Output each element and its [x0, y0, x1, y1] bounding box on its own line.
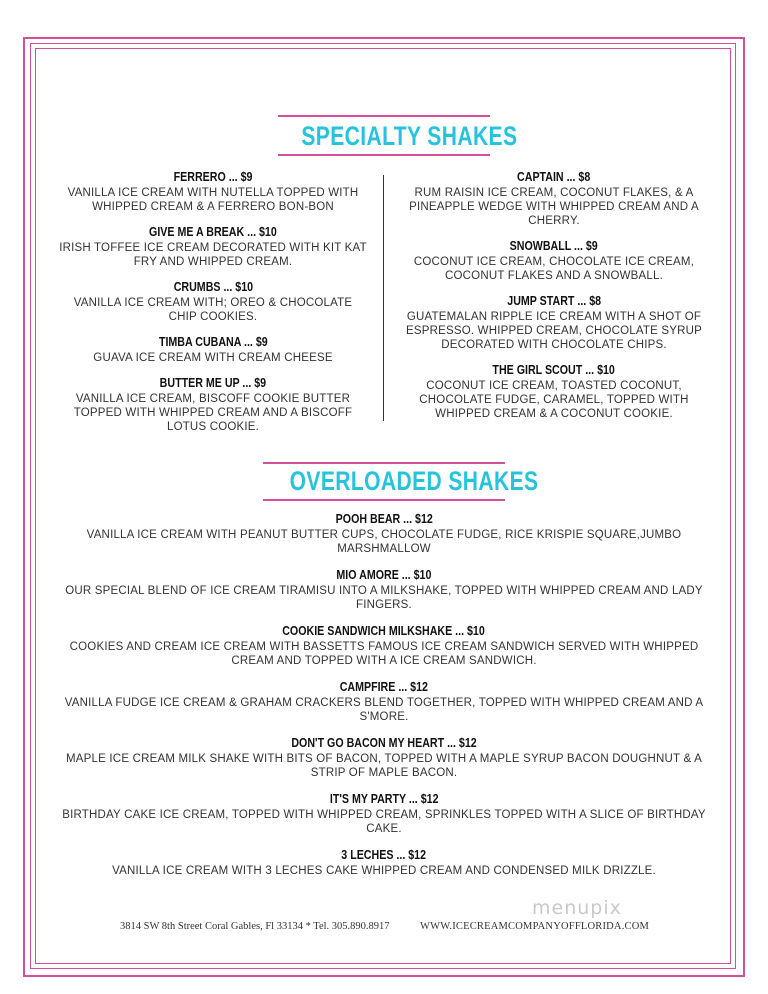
menu-item-description: VANILLA ICE CREAM WITH 3 LECHES CAKE WHIPPED CREAM AND CONDENSED MILK DRIZZLE. [112, 865, 656, 877]
menu-item [58, 333, 368, 365]
menu-item [60, 566, 708, 612]
menu-item-description: VANILLA ICE CREAM WITH PEANUT BUTTER CUPS, CHOCOLATE FUDGE, RICE KRISPIE SQUARE,JUMBO MARSHMALLOW [86, 529, 682, 555]
menu-item-description: RUM RAISIN ICE CREAM, COCONUT FLAKES, & A PINEAPPLE WEDGE WITH WHIPPED CREAM AND A CHERRY. [409, 187, 699, 227]
specialty-shakes-heading: SPECIALTY SHAKES [301, 121, 518, 151]
menu-item-description: VANILLA ICE CREAM, BISCOFF COOKIE BUTTER TOPPED WITH WHIPPED CREAM AND A BISCOFF LOTUS COOKIE. [73, 393, 353, 433]
menu-item-description: VANILLA ICE CREAM WITH; OREO & CHOCOLATE CHIP COOKIES. [73, 297, 353, 323]
menu-item-description: COCONUT ICE CREAM, CHOCOLATE ICE CREAM, COCONUT FLAKES AND A SNOWBALL. [413, 256, 695, 282]
column-divider [383, 175, 384, 421]
menu-item [400, 168, 708, 228]
menu-item [60, 510, 708, 556]
menu-item [400, 361, 708, 421]
menu-item-description: COCONUT ICE CREAM, TOASTED COCONUT, CHOCOLATE FUDGE, CARAMEL, TOPPED WITH WHIPPED CREAM & A COCONUT COOKIE. [419, 380, 689, 420]
menu-item [58, 374, 368, 434]
menu-item-title: COOKIE SANDWICH MILKSHAKE ... $10 [282, 623, 486, 638]
specialty-heading-block [278, 115, 518, 156]
menu-item-title: 3 LECHES ... $12 [341, 847, 427, 862]
menu-item-description: COOKIES AND CREAM ICE CREAM WITH BASSETTS FAMOUS ICE CREAM SANDWICH SERVED WITH WHIPPED CREAM AND TOPPED WITH A ICE CREAM SANDWICH. [69, 641, 699, 667]
menu-item-title: CAPTAIN ... $8 [517, 169, 591, 184]
menu-item-title: CRUMBS ... $10 [173, 279, 253, 294]
menu-item-title: TIMBA CUBANA ... $9 [158, 334, 268, 349]
menu-item-title: JUMP START ... $8 [507, 293, 601, 308]
menu-item-description: GUAVA ICE CREAM WITH CREAM CHEESE [93, 352, 333, 364]
menu-item [60, 678, 708, 724]
specialty-right-column [400, 168, 708, 430]
menu-item [400, 292, 708, 352]
menu-item-title: POOH BEAR ... $12 [335, 511, 433, 526]
menu-item [400, 237, 708, 283]
heading-rule-bottom [263, 499, 505, 501]
overloaded-shakes-heading: OVERLOADED SHAKES [289, 466, 539, 496]
menu-item [58, 223, 368, 269]
overloaded-list [60, 510, 708, 888]
heading-rule-top [278, 115, 490, 117]
menu-item-title: FERRERO ... $9 [173, 169, 253, 184]
menu-item [60, 734, 708, 780]
footer-website: WWW.ICECREAMCOMPANYOFFLORIDA.COM [420, 921, 650, 932]
menu-item-description: VANILLA FUDGE ICE CREAM & GRAHAM CRACKERS BLEND TOGETHER, TOPPED WITH WHIPPED CREAM AND A S'MORE. [64, 697, 704, 723]
menu-item-description: OUR SPECIAL BLEND OF ICE CREAM TIRAMISU INTO A MILKSHAKE, TOPPED WITH WHIPPED CREAM AND LADY FINGERS. [65, 585, 703, 611]
overloaded-heading-block [263, 462, 539, 501]
menu-item-title: CAMPFIRE ... $12 [339, 679, 429, 694]
menu-item [60, 622, 708, 668]
menu-item [60, 846, 708, 878]
menu-item-title: SNOWBALL ... $9 [509, 238, 599, 253]
menu-item [58, 168, 368, 214]
menu-item-description: IRISH TOFFEE ICE CREAM DECORATED WITH KIT KAT FRY AND WHIPPED CREAM. [59, 242, 367, 268]
heading-rule-bottom [278, 154, 490, 156]
menu-item-description: VANILLA ICE CREAM WITH NUTELLA TOPPED WITH WHIPPED CREAM & A FERRERO BON-BON [67, 187, 359, 213]
menu-item-title: DON'T GO BACON MY HEART ... $12 [291, 735, 477, 750]
menu-item-title: IT'S MY PARTY ... $12 [329, 791, 439, 806]
footer-address: 3814 SW 8th Street Coral Gables, Fl 33134 * Tel. 305.890.8917 [120, 921, 390, 932]
menu-item [60, 790, 708, 836]
specialty-left-column [58, 168, 368, 443]
menu-item-title: GIVE ME A BREAK ... $10 [149, 224, 277, 239]
menu-item-description: GUATEMALAN RIPPLE ICE CREAM WITH A SHOT OF ESPRESSO. WHIPPED CREAM, CHOCOLATE SYRUP DECORATED WITH CHOCOLATE CHIPS. [406, 311, 702, 351]
menu-item-title: MIO AMORE ... $10 [336, 567, 432, 582]
menu-item-description: BIRTHDAY CAKE ICE CREAM, TOPPED WITH WHIPPED CREAM, SPRINKLES TOPPED WITH A SLICE OF BIRTHDAY CAKE. [62, 809, 706, 835]
menu-item-title: THE GIRL SCOUT ... $10 [492, 362, 616, 377]
watermark-logo: menupix [532, 897, 622, 919]
menu-item-description: MAPLE ICE CREAM MILK SHAKE WITH BITS OF BACON, TOPPED WITH A MAPLE SYRUP BACON DOUGHNUT & A STRIP OF MAPLE BACON. [66, 753, 702, 779]
heading-rule-top [263, 462, 505, 464]
menu-item-title: BUTTER ME UP ... $9 [159, 375, 267, 390]
menu-item [58, 278, 368, 324]
